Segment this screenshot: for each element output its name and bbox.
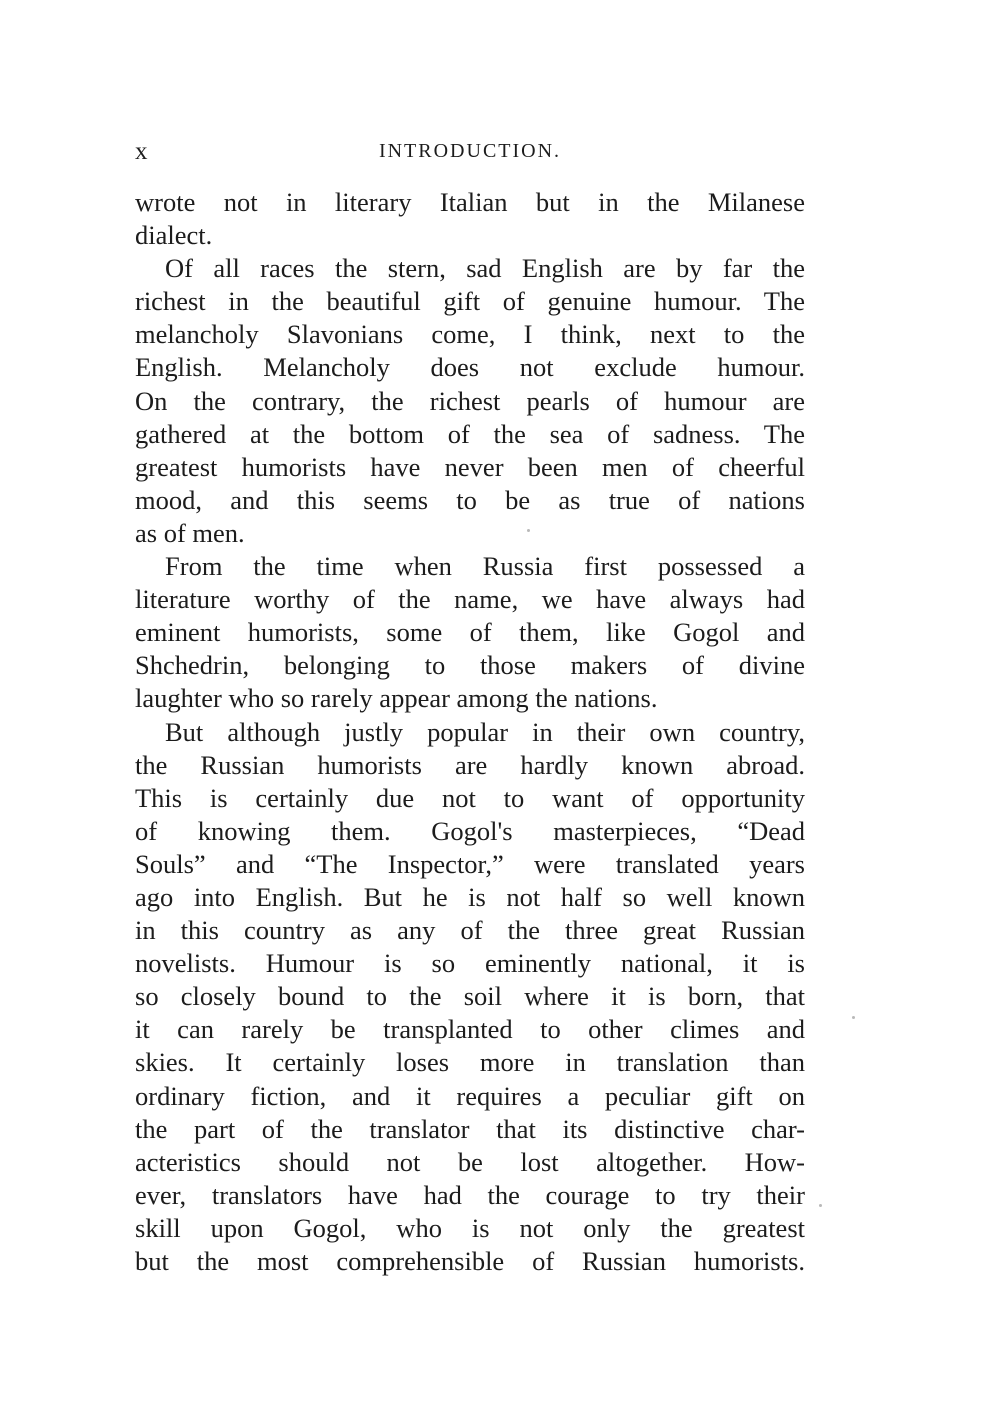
text-line: so closely bound to the soil where it is born, that (135, 981, 805, 1012)
text-line: gathered at the bottom of the sea of sadness. The (135, 418, 805, 449)
text-line: This is certainly due not to want of opportunity (135, 782, 805, 813)
text-line: From the time when Russia first possessed a (165, 551, 805, 582)
running-head (135, 138, 805, 168)
text-line: wrote not in literary Italian but in the Milanese (135, 187, 805, 217)
text-line: But although justly popular in their own country, (165, 716, 805, 747)
text-line: Of all races the stern, sad English are by far the (165, 253, 805, 284)
text-line: Souls” and “The Inspector,” were translated years (135, 848, 805, 879)
text-line: ago into English. But he is not half so well known (135, 881, 805, 912)
text-line: Shchedrin, belonging to those makers of divine (135, 650, 805, 681)
body-text (135, 186, 805, 1278)
text-line: literature worthy of the name, we have always had (135, 584, 805, 615)
text-line: richest in the beautiful gift of genuine humour. The (135, 286, 805, 317)
chapter-title: INTRODUCTION. (378, 140, 562, 162)
text-line: but the most comprehensible of Russian humorists. (135, 1246, 805, 1276)
text-line: laughter who so rarely appear among the nations. (135, 683, 658, 714)
text-line: the Russian humorists are hardly known abroad. (135, 749, 805, 780)
scan-speck (852, 1016, 855, 1019)
text-line: ever, translators have had the courage to try their (135, 1179, 805, 1210)
scan-speck (819, 1204, 822, 1207)
text-line: melancholy Slavonians come, I think, next to the (135, 319, 805, 350)
text-line: in this country as any of the three great Russian (135, 915, 805, 946)
text-line: mood, and this seems to be as true of nations (135, 484, 805, 515)
scan-speck (527, 529, 530, 532)
text-line: eminent humorists, some of them, like Gogol and (135, 617, 805, 648)
text-line: skill upon Gogol, who is not only the greatest (135, 1212, 805, 1243)
text-line: dialect. (135, 220, 213, 251)
text-line: of knowing them. Gogol's masterpieces, “Dead (135, 815, 805, 846)
text-line: English. Melancholy does not exclude humour. (135, 352, 805, 383)
text-line: novelists. Humour is so eminently national, it is (135, 948, 805, 979)
text-line: it can rarely be transplanted to other climes and (135, 1014, 805, 1045)
text-line: as of men. (135, 517, 245, 548)
text-line: skies. It certainly loses more in translation than (135, 1047, 805, 1078)
text-line: ordinary fiction, and it requires a peculiar gift on (135, 1080, 805, 1111)
text-line: On the contrary, the richest pearls of humour are (135, 385, 805, 416)
text-line: the part of the translator that its distinctive char- (135, 1113, 805, 1144)
text-line: acteristics should not be lost altogether. How- (135, 1146, 805, 1177)
page-number: x (135, 138, 149, 165)
text-line: greatest humorists have never been men of cheerful (135, 451, 805, 482)
